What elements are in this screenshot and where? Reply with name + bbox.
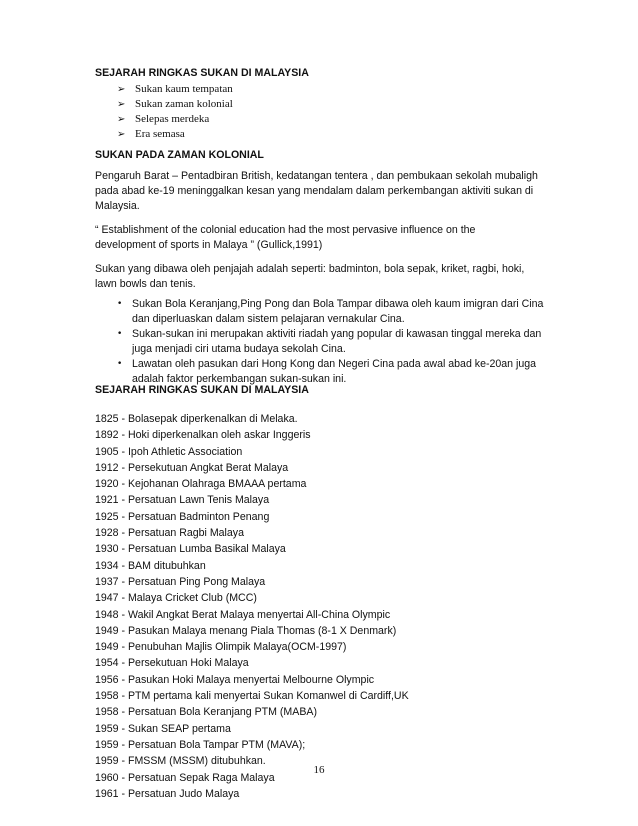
timeline-item: 1912 - Persekutuan Angkat Berat Malaya <box>95 461 289 474</box>
timeline-item: 1905 - Ipoh Athletic Association <box>95 445 243 458</box>
timeline-item: 1958 - Persatuan Bola Keranjang PTM (MABA) <box>95 706 317 719</box>
section-heading: SEJARAH RINGKAS SUKAN DI MALAYSIA <box>95 67 309 79</box>
timeline-item: 1959 - Persatuan Bola Tampar PTM (MAVA); <box>95 738 306 751</box>
timeline-item: 1947 - Malaya Cricket Club (MCC) <box>95 592 257 605</box>
page-number: 16 <box>313 764 325 776</box>
list-item: ➢ Era semasa <box>117 128 185 140</box>
bullet-icon: • <box>117 329 123 339</box>
timeline-item: 1934 - BAM ditubuhkan <box>95 559 206 572</box>
list-item: ➢ Sukan zaman kolonial <box>117 98 233 110</box>
timeline-item: 1937 - Persatuan Ping Pong Malaya <box>95 575 266 588</box>
timeline-item: 1960 - Persatuan Sepak Raga Malaya <box>95 771 275 784</box>
quotation: “ Establishment of the colonial education had the most pervasive influence on the development of sports in Malaya ” (Gullick,1991) <box>95 224 476 251</box>
arrow-bullet-icon: ➢ <box>117 129 126 140</box>
arrow-bullet-icon: ➢ <box>117 114 126 125</box>
outline-list <box>117 82 233 142</box>
bullet-icon: • <box>117 359 123 369</box>
timeline-item: 1921 - Persatuan Lawn Tenis Malaya <box>95 494 270 507</box>
timeline-item: 1949 - Penubuhan Majlis Olimpik Malaya(OCM-1997) <box>95 641 347 654</box>
arrow-bullet-icon: ➢ <box>117 84 126 95</box>
timeline-item: 1959 - FMSSM (MSSM) ditubuhkan. <box>95 755 266 768</box>
list-item: • Sukan-sukan ini merupakan aktiviti riadah yang popular di kawasan tinggal mereka dan juga menjadi ciri utama budaya sekolah Cina. <box>117 328 542 355</box>
timeline-item: 1925 - Persatuan Badminton Penang <box>95 510 270 523</box>
bullet-list <box>117 297 547 387</box>
arrow-bullet-icon: ➢ <box>117 99 126 110</box>
timeline-item: 1961 - Persatuan Judo Malaya <box>95 787 240 800</box>
paragraph: Sukan yang dibawa oleh penjajah adalah seperti: badminton, bola sepak, kriket, ragbi, hoki, lawn bowls dan tenis. <box>95 263 525 290</box>
timeline-item: 1892 - Hoki diperkenalkan oleh askar Inggeris <box>95 429 311 442</box>
section-heading: SEJARAH RINGKAS SUKAN DI MALAYSIA <box>95 384 309 396</box>
timeline-item: 1949 - Pasukan Malaya menang Piala Thomas (8-1 X Denmark) <box>95 624 397 637</box>
list-item: • Sukan Bola Keranjang,Ping Pong dan Bola Tampar dibawa oleh kaum imigran dari Cina dan diperluaskan dalam sistem pelajaran vernakular Cina. <box>117 298 544 325</box>
timeline-item: 1930 - Persatuan Lumba Basikal Malaya <box>95 543 286 556</box>
section-heading: SUKAN PADA ZAMAN KOLONIAL <box>95 149 264 161</box>
bullet-icon: • <box>117 299 123 309</box>
timeline-list <box>95 411 409 802</box>
list-item: ➢ Sukan kaum tempatan <box>117 83 233 95</box>
timeline-item: 1954 - Persekutuan Hoki Malaya <box>95 657 249 670</box>
list-item: • Lawatan oleh pasukan dari Hong Kong dan Negeri Cina pada awal abad ke-20an juga adalah faktor perkembangan sukan-sukan ini. <box>117 358 537 385</box>
paragraph: Pengaruh Barat – Pentadbiran British, kedatangan tentera , dan pembukaan sekolah mubaligh pada abad ke-19 meninggalkan kesan yang mendalam dalam perkembangan aktiviti sukan di Malaysia. <box>95 170 538 212</box>
list-item: ➢ Selepas merdeka <box>117 113 210 125</box>
timeline-item: 1928 - Persatuan Ragbi Malaya <box>95 527 244 540</box>
timeline-item: 1958 - PTM pertama kali menyertai Sukan Komanwel di Cardiff,UK <box>95 690 409 703</box>
timeline-item: 1825 - Bolasepak diperkenalkan di Melaka. <box>95 413 298 425</box>
timeline-item: 1920 - Kejohanan Olahraga BMAAA pertama <box>95 478 307 491</box>
timeline-item: 1956 - Pasukan Hoki Malaya menyertai Melbourne Olympic <box>95 673 375 686</box>
timeline-item: 1959 - Sukan SEAP pertama <box>95 722 231 735</box>
timeline-item: 1948 - Wakil Angkat Berat Malaya menyertai All-China Olympic <box>95 608 391 621</box>
